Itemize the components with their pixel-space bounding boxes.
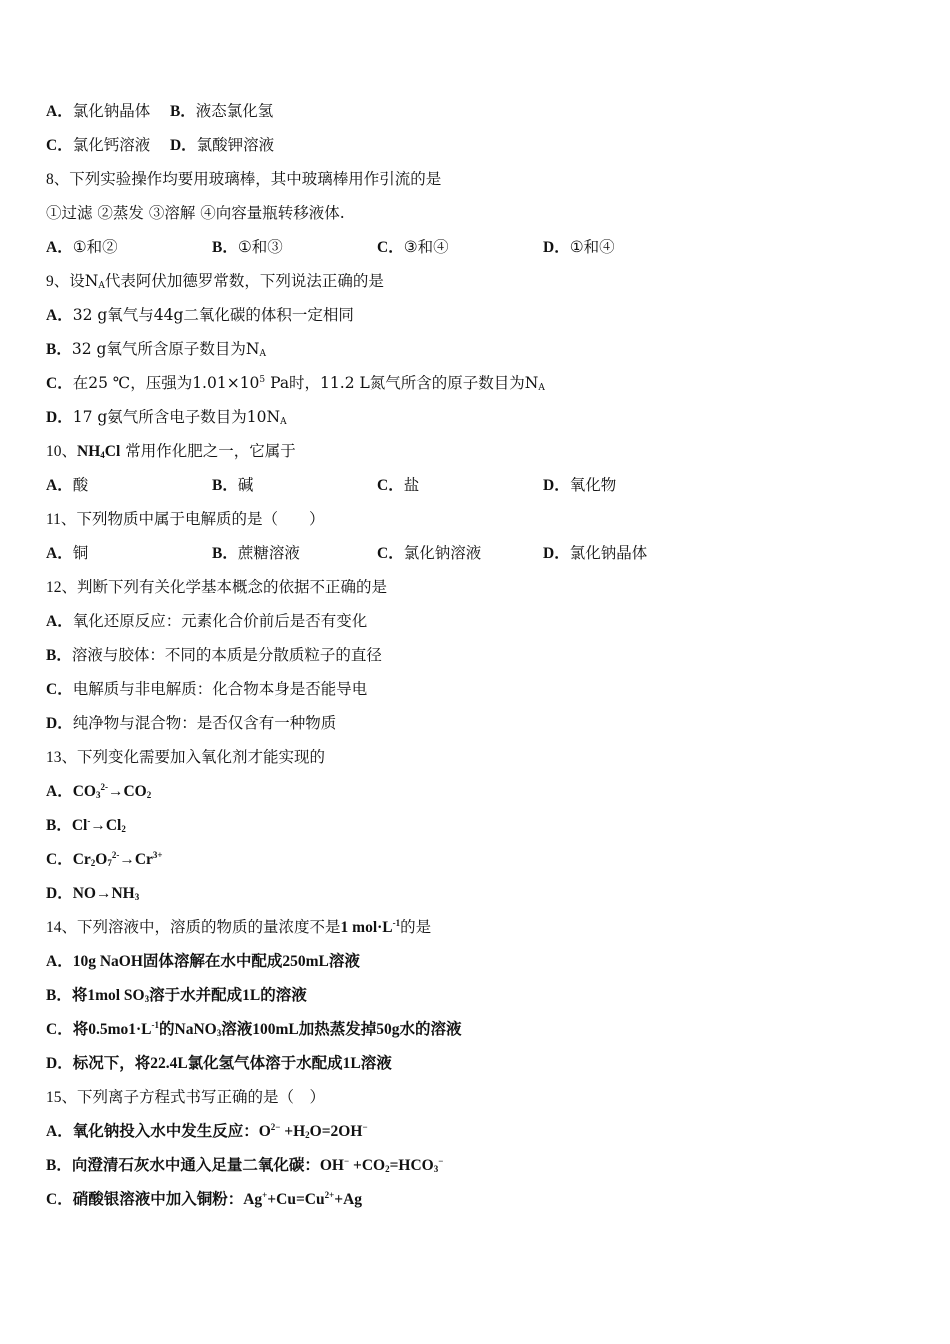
q9-stem: 9、设$N_A$代表阿伏加德罗常数，下列说法正确的是 [46, 272, 384, 291]
q15-option-c: C．硝酸银溶液中加入铜粉：$Ag^++Cu=Cu^{2+}+Ag$ [46, 1190, 363, 1208]
q7-option-a: 氯化钠晶体 [72, 102, 151, 120]
q12-option-d: D．纯净物与混合物：是否仅含有一种物质 [46, 714, 337, 732]
q11-options [46, 543, 906, 563]
q13-stem: 13、下列变化需要加入氧化剂才能实现的 [46, 748, 326, 766]
q10-stem: 10、$NH_4Cl$ 常用作化肥之一，它属于 [46, 442, 296, 460]
q13-option-d: D．$NO\to NH_3$ [46, 885, 140, 902]
q14-option-b: B．将1mol $SO_3$溶于水并配成1L的溶液 [46, 987, 307, 1004]
q12-option-c: C．电解质与非电解质：化合物本身是否能导电 [46, 680, 368, 698]
q10-option-b: B．碱 [212, 476, 254, 494]
q9-option-b: B．32 g氧气所含原子数目为$N_A$ [46, 340, 266, 359]
q13-option-b: B．$Cl^-\to Cl_2$ [46, 816, 126, 834]
q7-option-d: 氯酸钾溶液 [196, 136, 275, 154]
q11-option-b: B．蔗糖溶液 [212, 544, 300, 562]
q15-option-b: B．向澄清石灰水中通入足量二氧化碳：$OH^- +CO_2=HCO_3^-$ [46, 1156, 444, 1174]
q12-option-b: B．溶液与胶体：不同的本质是分散质粒子的直径 [46, 646, 382, 664]
q14-option-c: C．将$0.5mo1\cdot L^{-1}$的NaNO$_3$溶液100mL加热蒸发掉50g水的溶液 [46, 1020, 462, 1038]
q10-option-a: A．酸 [46, 476, 89, 494]
q7-options-row-1: A．氯化钠晶体 B．液态氯化氢 [46, 102, 274, 120]
q12-option-a: A．氧化还原反应：元素化合价前后是否有变化 [46, 612, 368, 630]
q7-options-row-2: C．氯化钙溶液 D．氯酸钾溶液 [46, 136, 275, 154]
q8-option-c: C．③和④ [377, 238, 449, 256]
q14-option-a: A．10g NaOH固体溶解在水中配成250mL溶液 [46, 953, 360, 970]
q14-stem: 14、下列溶液中，溶质的物质的量浓度不是1 $mol\cdot L^{-1}$的是 [46, 918, 432, 936]
q10-options [46, 475, 906, 495]
q14-option-d: D．标况下，将22.4L氯化氢气体溶于水配成1L溶液 [46, 1055, 392, 1072]
q9-option-a: A．32 g氧气与44g二氧化碳的体积一定相同 [46, 306, 354, 324]
q13-option-c: C．$Cr_2O_7^{2-}\to Cr^{3+}$ [46, 850, 163, 868]
q7-option-b: 液态氯化氢 [195, 102, 274, 120]
q7-option-c: 氯化钙溶液 [72, 136, 151, 154]
q8-items: ①过滤 ②蒸发 ③溶解 ④向容量瓶转移液体. [46, 204, 345, 222]
q15-option-a: A．氧化钠投入水中发生反应：$O^{2-} +H_2O=2OH^-$ [46, 1122, 368, 1140]
q8-stem: 8、下列实验操作均要用玻璃棒，其中玻璃棒用作引流的是 [46, 170, 442, 188]
q8-option-d: D．①和④ [543, 238, 615, 256]
q11-option-d: D．氯化钠晶体 [543, 544, 648, 562]
q8-option-b: B．①和③ [212, 238, 283, 256]
q13-option-a: A．$CO_3^{2-}\to CO_2$ [46, 782, 152, 800]
q8-options [46, 237, 906, 257]
q10-option-d: D．氧化物 [543, 476, 617, 494]
q9-option-d: D．17 g氨气所含电子数目为$10N_A$ [46, 408, 287, 427]
q11-option-a: A．铜 [46, 544, 89, 562]
q11-stem: 11、下列物质中属于电解质的是（ ） [46, 510, 325, 528]
q9-option-c: C．在25 ℃，压强为$1.01\times 10^5$ Pa时，11.2 L氮气所含的原子数目为$N_A$ [46, 374, 545, 393]
q12-stem: 12、判断下列有关化学基本概念的依据不正确的是 [46, 578, 388, 596]
q11-option-c: C．氯化钠溶液 [377, 544, 482, 562]
q10-option-c: C．盐 [377, 476, 420, 494]
q8-option-a: A．①和② [46, 238, 118, 256]
q15-stem: 15、下列离子方程式书写正确的是（ ） [46, 1088, 326, 1106]
